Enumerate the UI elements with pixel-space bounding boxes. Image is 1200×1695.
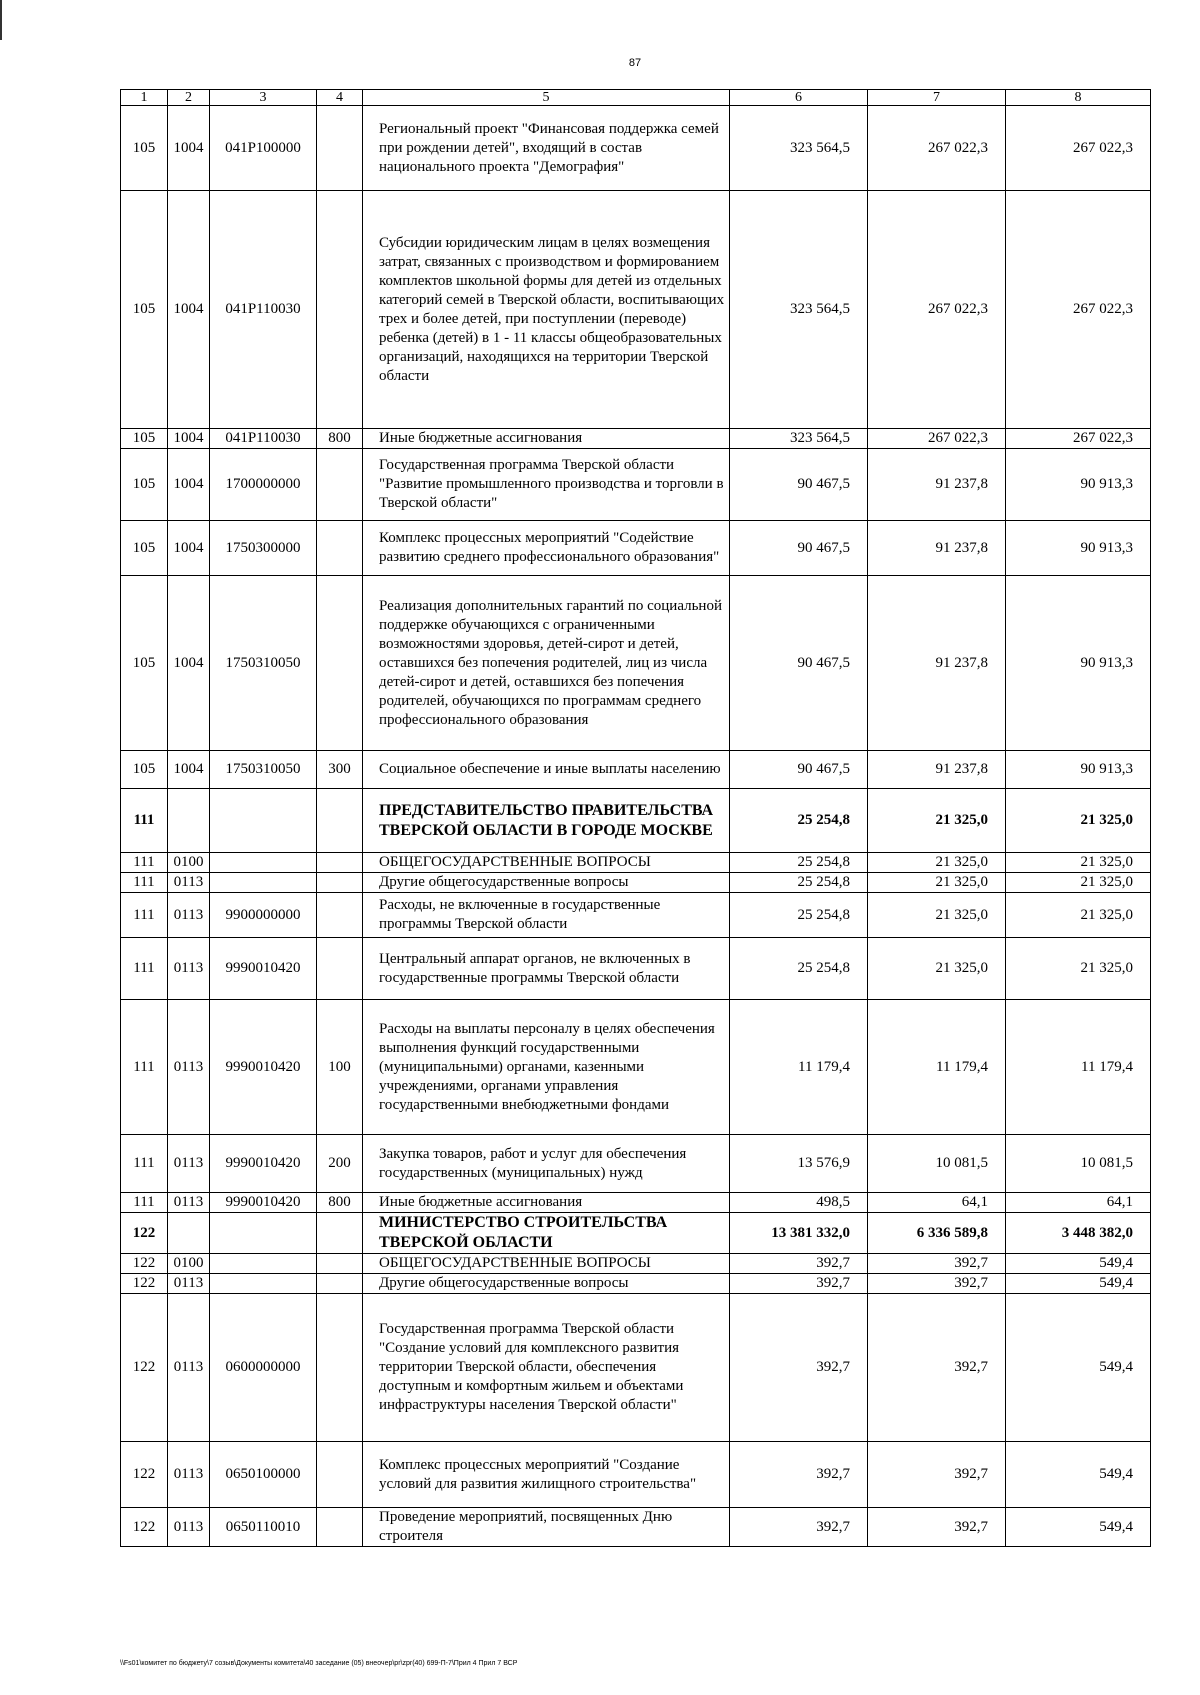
amount-year3-cell: 21 325,0 [1006,893,1151,938]
section-code-cell: 0113 [168,1274,210,1294]
column-header: 3 [210,90,317,106]
description-cell: Иные бюджетные ассигнования [363,429,730,449]
description-cell: ПРЕДСТАВИТЕЛЬСТВО ПРАВИТЕЛЬСТВА ТВЕРСКОЙ ОБЛАСТИ В ГОРОДЕ МОСКВЕ [363,789,730,853]
amount-year2-cell: 392,7 [868,1294,1006,1442]
amount-year2-cell: 21 325,0 [868,853,1006,873]
section-code-cell: 0113 [168,893,210,938]
table-row [121,106,1151,191]
amount-year1-cell: 392,7 [730,1508,868,1547]
table-row [121,576,1151,751]
description-cell: Проведение мероприятий, посвященных Дню строителя [363,1508,730,1547]
section-code-cell: 1004 [168,106,210,191]
section-code-cell: 0113 [168,1442,210,1508]
expense-type-cell [317,893,363,938]
amount-year1-cell: 13 381 332,0 [730,1213,868,1254]
amount-year2-cell: 21 325,0 [868,938,1006,1000]
admin-code-cell: 111 [121,1135,168,1193]
column-header: 4 [317,90,363,106]
amount-year3-cell: 3 448 382,0 [1006,1213,1151,1254]
expense-type-cell [317,1213,363,1254]
table-row [121,1135,1151,1193]
amount-year2-cell: 392,7 [868,1254,1006,1274]
amount-year2-cell: 267 022,3 [868,429,1006,449]
table-row [121,1508,1151,1547]
description-cell: Комплекс процессных мероприятий "Создание условий для развития жилищного строительства" [363,1442,730,1508]
admin-code-cell: 111 [121,873,168,893]
table-row [121,1294,1151,1442]
amount-year3-cell: 21 325,0 [1006,938,1151,1000]
table-row [121,938,1151,1000]
admin-code-cell: 105 [121,106,168,191]
description-cell: Государственная программа Тверской области "Создание условий для комплексного развития территории Тверской области, обеспечения доступным и комфортным жильем и объектами инфраструктуры населения Тверской области" [363,1294,730,1442]
admin-code-cell: 122 [121,1442,168,1508]
amount-year2-cell: 10 081,5 [868,1135,1006,1193]
expense-type-cell [317,938,363,1000]
amount-year2-cell: 392,7 [868,1442,1006,1508]
amount-year1-cell: 392,7 [730,1254,868,1274]
table-row [121,1213,1151,1254]
target-article-cell: 041P110030 [210,429,317,449]
target-article-cell [210,873,317,893]
description-cell: ОБЩЕГОСУДАРСТВЕННЫЕ ВОПРОСЫ [363,853,730,873]
amount-year3-cell: 64,1 [1006,1193,1151,1213]
description-cell: Комплекс процессных мероприятий "Содействие развитию среднего профессионального образования" [363,521,730,576]
amount-year2-cell: 91 237,8 [868,751,1006,789]
amount-year1-cell: 90 467,5 [730,521,868,576]
section-code-cell: 0100 [168,853,210,873]
budget-table [120,89,1151,1547]
target-article-cell: 1750300000 [210,521,317,576]
amount-year3-cell: 21 325,0 [1006,853,1151,873]
amount-year2-cell: 21 325,0 [868,873,1006,893]
column-header: 8 [1006,90,1151,106]
amount-year1-cell: 13 576,9 [730,1135,868,1193]
target-article-cell: 9990010420 [210,1135,317,1193]
section-code-cell: 0113 [168,1135,210,1193]
footer-file-path: \\Fs01\комитет по бюджету\7 созыв\Документы комитета\40 заседание (05) внеочер\pr\zpr(40) 699-П-7\Прил 4 Прил 7 ВСР [120,1660,518,1667]
admin-code-cell: 105 [121,191,168,429]
amount-year1-cell: 498,5 [730,1193,868,1213]
amount-year2-cell: 11 179,4 [868,1000,1006,1135]
amount-year3-cell: 267 022,3 [1006,191,1151,429]
amount-year1-cell: 90 467,5 [730,576,868,751]
expense-type-cell [317,873,363,893]
admin-code-cell: 105 [121,449,168,521]
column-header: 5 [363,90,730,106]
amount-year1-cell: 323 564,5 [730,191,868,429]
expense-type-cell: 800 [317,429,363,449]
expense-type-cell: 200 [317,1135,363,1193]
expense-type-cell [317,789,363,853]
column-header-row [121,90,1151,106]
admin-code-cell: 122 [121,1508,168,1547]
section-code-cell [168,789,210,853]
amount-year3-cell: 90 913,3 [1006,576,1151,751]
section-code-cell: 1004 [168,576,210,751]
section-code-cell: 1004 [168,429,210,449]
expense-type-cell [317,1254,363,1274]
description-cell: Расходы, не включенные в государственные программы Тверской области [363,893,730,938]
target-article-cell: 1750310050 [210,576,317,751]
description-cell: Реализация дополнительных гарантий по социальной поддержке обучающихся с ограниченными возможностями здоровья, детей-сирот и детей, оставшихся без попечения родителей, лиц из числа детей-сирот и детей, оставшихся без попечения родителей, обучающихся по программам среднего профессионального образования [363,576,730,751]
target-article-cell [210,1254,317,1274]
amount-year2-cell: 64,1 [868,1193,1006,1213]
description-cell: Иные бюджетные ассигнования [363,1193,730,1213]
expense-type-cell: 300 [317,751,363,789]
table-row [121,429,1151,449]
amount-year1-cell: 11 179,4 [730,1000,868,1135]
target-article-cell [210,789,317,853]
expense-type-cell [317,521,363,576]
target-article-cell: 9990010420 [210,938,317,1000]
table-row [121,893,1151,938]
description-cell: Другие общегосударственные вопросы [363,1274,730,1294]
admin-code-cell: 122 [121,1274,168,1294]
amount-year3-cell: 90 913,3 [1006,449,1151,521]
expense-type-cell [317,1294,363,1442]
table-row [121,191,1151,429]
target-article-cell: 1750310050 [210,751,317,789]
section-code-cell: 0113 [168,938,210,1000]
amount-year1-cell: 25 254,8 [730,873,868,893]
admin-code-cell: 122 [121,1294,168,1442]
section-code-cell: 1004 [168,751,210,789]
expense-type-cell [317,576,363,751]
page-number: 87 [628,57,642,69]
amount-year2-cell: 91 237,8 [868,576,1006,751]
expense-type-cell [317,449,363,521]
expense-type-cell: 800 [317,1193,363,1213]
amount-year3-cell: 21 325,0 [1006,873,1151,893]
margin-mark [0,0,2,40]
target-article-cell: 9990010420 [210,1193,317,1213]
table-row [121,789,1151,853]
table-row [121,521,1151,576]
description-cell: ОБЩЕГОСУДАРСТВЕННЫЕ ВОПРОСЫ [363,1254,730,1274]
target-article-cell: 041P100000 [210,106,317,191]
admin-code-cell: 105 [121,751,168,789]
amount-year3-cell: 10 081,5 [1006,1135,1151,1193]
section-code-cell: 0113 [168,873,210,893]
amount-year2-cell: 392,7 [868,1508,1006,1547]
target-article-cell [210,853,317,873]
description-cell: Центральный аппарат органов, не включенных в государственные программы Тверской области [363,938,730,1000]
section-code-cell [168,1213,210,1254]
expense-type-cell [317,1508,363,1547]
admin-code-cell: 111 [121,938,168,1000]
amount-year3-cell: 549,4 [1006,1508,1151,1547]
amount-year3-cell: 90 913,3 [1006,751,1151,789]
amount-year1-cell: 392,7 [730,1442,868,1508]
amount-year1-cell: 25 254,8 [730,853,868,873]
expense-type-cell [317,1442,363,1508]
target-article-cell: 9900000000 [210,893,317,938]
amount-year1-cell: 392,7 [730,1294,868,1442]
expense-type-cell [317,853,363,873]
table-row [121,751,1151,789]
column-header: 6 [730,90,868,106]
amount-year2-cell: 392,7 [868,1274,1006,1294]
amount-year1-cell: 323 564,5 [730,106,868,191]
target-article-cell: 0600000000 [210,1294,317,1442]
amount-year1-cell: 25 254,8 [730,893,868,938]
amount-year1-cell: 90 467,5 [730,751,868,789]
description-cell: Субсидии юридическим лицам в целях возмещения затрат, связанных с производством и формированием комплектов школьной формы для детей из отдельных категорий семей в Тверской области, воспитывающих трех и более детей, при поступлении (переводе) ребенка (детей) в 1 - 11 классы общеобразовательных организаций, находящихся на территории Тверской области [363,191,730,429]
admin-code-cell: 111 [121,893,168,938]
admin-code-cell: 122 [121,1213,168,1254]
amount-year1-cell: 25 254,8 [730,938,868,1000]
description-cell: Социальное обеспечение и иные выплаты населению [363,751,730,789]
table-row [121,873,1151,893]
amount-year1-cell: 323 564,5 [730,429,868,449]
expense-type-cell [317,191,363,429]
amount-year2-cell: 91 237,8 [868,449,1006,521]
column-header: 2 [168,90,210,106]
target-article-cell: 041P110030 [210,191,317,429]
amount-year3-cell: 267 022,3 [1006,106,1151,191]
amount-year3-cell: 90 913,3 [1006,521,1151,576]
admin-code-cell: 111 [121,789,168,853]
admin-code-cell: 122 [121,1254,168,1274]
admin-code-cell: 111 [121,1000,168,1135]
amount-year2-cell: 21 325,0 [868,789,1006,853]
expense-type-cell [317,106,363,191]
description-cell: Другие общегосударственные вопросы [363,873,730,893]
admin-code-cell: 105 [121,429,168,449]
amount-year3-cell: 267 022,3 [1006,429,1151,449]
section-code-cell: 0100 [168,1254,210,1274]
admin-code-cell: 111 [121,1193,168,1213]
table-row [121,1000,1151,1135]
amount-year2-cell: 6 336 589,8 [868,1213,1006,1254]
description-cell: Государственная программа Тверской области "Развитие промышленного производства и торговли в Тверской области" [363,449,730,521]
section-code-cell: 1004 [168,521,210,576]
amount-year3-cell: 549,4 [1006,1274,1151,1294]
amount-year1-cell: 392,7 [730,1274,868,1294]
table-row [121,1193,1151,1213]
section-code-cell: 1004 [168,191,210,429]
target-article-cell: 0650100000 [210,1442,317,1508]
expense-type-cell: 100 [317,1000,363,1135]
amount-year2-cell: 267 022,3 [868,106,1006,191]
target-article-cell: 9990010420 [210,1000,317,1135]
target-article-cell: 1700000000 [210,449,317,521]
column-header: 7 [868,90,1006,106]
column-header: 1 [121,90,168,106]
amount-year1-cell: 25 254,8 [730,789,868,853]
description-cell: Региональный проект "Финансовая поддержка семей при рождении детей", входящий в состав национального проекта "Демография" [363,106,730,191]
amount-year3-cell: 21 325,0 [1006,789,1151,853]
description-cell: Закупка товаров, работ и услуг для обеспечения государственных (муниципальных) нужд [363,1135,730,1193]
table-row [121,853,1151,873]
description-cell: МИНИСТЕРСТВО СТРОИТЕЛЬСТВА ТВЕРСКОЙ ОБЛАСТИ [363,1213,730,1254]
target-article-cell [210,1274,317,1294]
amount-year3-cell: 549,4 [1006,1294,1151,1442]
section-code-cell: 0113 [168,1193,210,1213]
table-row [121,449,1151,521]
table-row [121,1254,1151,1274]
admin-code-cell: 105 [121,576,168,751]
description-cell: Расходы на выплаты персоналу в целях обеспечения выполнения функций государственными (муниципальными) органами, казенными учреждениями, органами управления государственными внебюджетными фондами [363,1000,730,1135]
amount-year1-cell: 90 467,5 [730,449,868,521]
target-article-cell: 0650110010 [210,1508,317,1547]
section-code-cell: 0113 [168,1508,210,1547]
amount-year2-cell: 21 325,0 [868,893,1006,938]
amount-year3-cell: 549,4 [1006,1254,1151,1274]
section-code-cell: 1004 [168,449,210,521]
amount-year3-cell: 549,4 [1006,1442,1151,1508]
admin-code-cell: 105 [121,521,168,576]
amount-year3-cell: 11 179,4 [1006,1000,1151,1135]
target-article-cell [210,1213,317,1254]
table-row [121,1442,1151,1508]
admin-code-cell: 111 [121,853,168,873]
section-code-cell: 0113 [168,1000,210,1135]
expense-type-cell [317,1274,363,1294]
amount-year2-cell: 91 237,8 [868,521,1006,576]
amount-year2-cell: 267 022,3 [868,191,1006,429]
table-row [121,1274,1151,1294]
section-code-cell: 0113 [168,1294,210,1442]
